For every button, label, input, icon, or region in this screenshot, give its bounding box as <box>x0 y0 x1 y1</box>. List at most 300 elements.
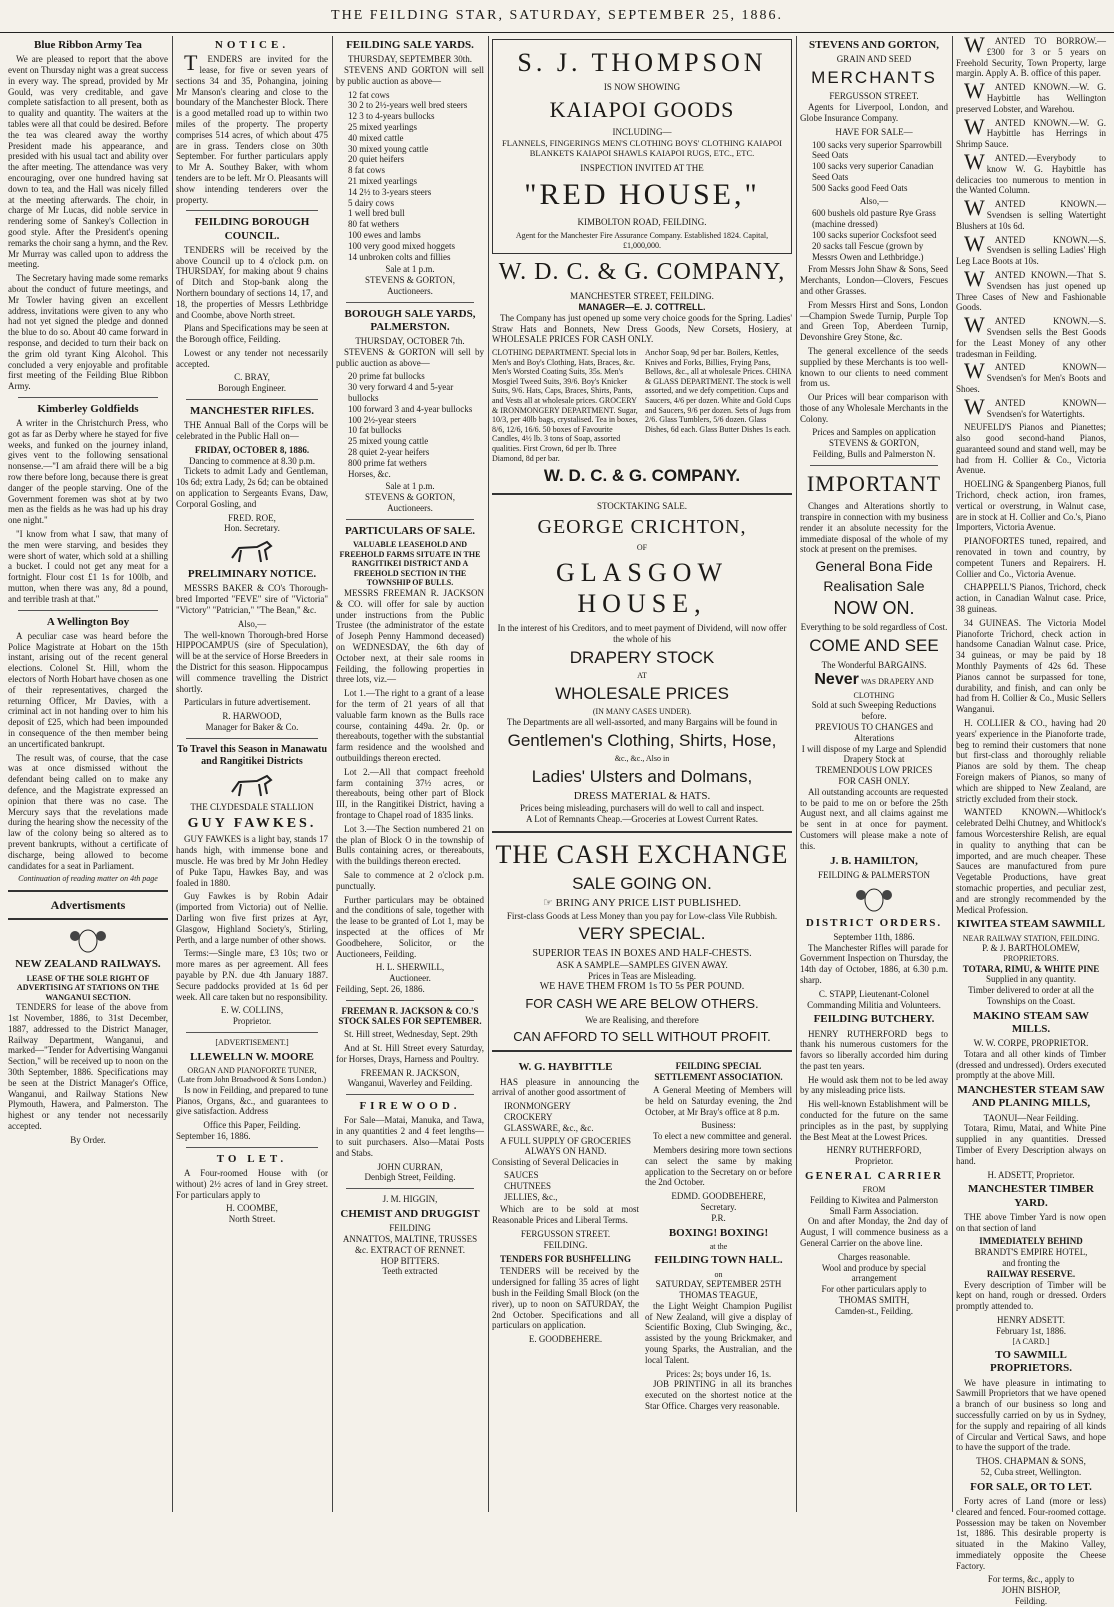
kimberley-heading: Kimberley Goldfields <box>37 402 139 415</box>
tickets-paragraph: Tickets to admit Lady and Gentleman, 10s 6d; extra Lady, 2s 6d; can be obtained on application to Sergeants Evans, Daw, Corporal Gosling, and <box>176 466 328 509</box>
firewood-paragraph: For Sale—Matai, Manuka, and Tawa, in any quantities 2 and 4 feet lengths—to suit purchasers. Also—Matai Posts and Stabs. <box>336 1115 484 1158</box>
signature: FREEMAN R. JACKSON, <box>360 1067 460 1078</box>
stallion-paragraph: Terms:—Single mare, £3 10s; two or more mares as per agreement. All fees payable by P.N. due 4th January 1887. Secure paddocks provided at 1s 6d per week. All care taken but no responsibility. <box>176 948 328 1002</box>
signature-title: Feilding. <box>1014 1596 1048 1607</box>
town-hall-heading: FEILDING TOWN HALL. <box>654 1254 783 1267</box>
for-sale-heading: FOR SALE, OR TO LET. <box>970 1480 1092 1493</box>
dancing-time: Dancing to commence at 8.30 p.m. <box>189 455 315 466</box>
stock-list <box>336 90 484 263</box>
now-showing: IS NOW SHOWING <box>603 82 681 93</box>
signature: E. W. COLLINS, <box>220 1005 284 1016</box>
signature-title: PROPRIETORS. <box>1003 953 1059 963</box>
comparison-paragraph: Our Prices will bear comparison with those of any Wholesale Merchants in the Colony. <box>800 392 948 424</box>
moore-sub: (Late from John Broadwood & Sons London.) <box>177 1075 327 1085</box>
agents-paragraph: Agents for Liverpool, London, and Globe Insurance Company. <box>800 102 948 123</box>
have-them-line: WE HAVE THEM FROM 1s TO 5s PER POUND. <box>539 981 745 993</box>
boxing-date: SATURDAY, SEPTEMBER 25TH <box>655 1279 782 1290</box>
list-item: 12 fat cows <box>348 89 390 100</box>
also-label: &c., &c., Also in <box>614 754 670 764</box>
also-label: Also,— <box>237 618 267 629</box>
teague-paragraph: the Light Weight Champion Pugilist of New Zealand, will give a display of Scientific Boxing, Club Swinging, &c., assisted by the young Brickmaker, and young Sparks, the Australian, and the local Talent. <box>645 1300 792 1365</box>
signature-title: Manager for Baker & Co. <box>205 721 299 732</box>
article-paragraph: A peculiar case was heard before the Police Magistrate at Hobart on the 15th instant, arising out of the recent general elections. Colonel St. Hill, whom the electors of North Hobart have chosen as one of their representatives, charged the returning Officer, Mr Davies, with a criminal act in not handing over to him his deposit of £25, which had been impounded in consequence of the then member being an uncertificated bankrupt. <box>8 630 168 749</box>
signature: JOHN CURRAN, <box>377 1161 443 1172</box>
teas-line: SUPERIOR TEAS IN BOXES AND HALF-CHESTS. <box>532 947 752 959</box>
ladies-heading: Ladies' Ulsters and Dolmans, <box>531 766 753 786</box>
at-label: AT <box>637 671 647 681</box>
hirst-paragraph: From Messrs Hirst and Sons, London—Champion Swede Turnip, Purple Top and Green Top, Aberdeen Turnip, Devonshire Grey Stone, &c. <box>800 299 948 343</box>
rifles-paragraph: THE Annual Ball of the Corps will be celebrated in the Public Hall on— <box>176 420 328 442</box>
pointing-hand-icon: ☞ <box>542 897 556 910</box>
signature: H. L. SHERWILL, <box>375 962 445 973</box>
signature: EDMD. GOODBEHERE, <box>671 1191 766 1202</box>
particulars-heading: PARTICULARS OF SALE. <box>344 524 476 537</box>
timber-yard-heading: MANCHESTER TIMBER YARD. <box>967 1183 1094 1209</box>
horse-icon <box>227 538 277 564</box>
wdc-heading: W. D. C. & G. COMPANY, <box>498 259 786 286</box>
butchery-paragraph: His well-known Establishment will be conducted for the future on the same principles as in the past, by supplying the Best Meat at the Lowest Prices. <box>800 1099 948 1142</box>
fssa-paragraph: To elect a new committee and general. <box>653 1131 792 1142</box>
first-class-line: First-class Goods at Less Money than you pay for Low-class Vile Rubbish. <box>506 910 778 921</box>
msm-heading: MANCHESTER STEAM SAW AND PLANING MILLS, <box>957 1084 1105 1110</box>
signature-title: Proprietor. <box>232 1016 272 1027</box>
teague-name: THOMAS TEAGUE, <box>679 1289 758 1300</box>
piano-ad: CHAPPELL'S Pianos, Trichord, check action, in Canadian Walnut case. Price, 38 guineas. <box>956 582 1106 615</box>
article-paragraph: A writer in the Christchurch Press, who got as far as Derby where he stayed for five weeks, and funked on the journey inland, gives vent to the following sensational nonsense.—"I am afraid there will be a big row there before long, because there is great danger of the people starving. One of the Government foremen was shot at by two men as the fields as he was had up his dray one night." <box>8 418 168 526</box>
remnants-line: A Lot of Remnants Cheap.—Groceries at Lowest Current Rates. <box>526 814 758 825</box>
preliminary-heading: PRELIMINARY NOTICE. <box>187 568 317 581</box>
timber-paragraph: Every description of Timber will be kept on hand, rough or dressed. Orders promptly attended to. <box>956 1279 1106 1312</box>
list-item: 20 prime fat bullocks <box>348 371 425 382</box>
sale-date: THURSDAY, SEPTEMBER 30th. <box>347 54 473 65</box>
business-label: Business: <box>701 1120 736 1131</box>
fssa-paragraph: Members desiring more town sections can select the same by making application to the Secretary on or before the 2nd October. <box>645 1145 792 1188</box>
stallion-name: GUY FAWKES. <box>187 815 317 831</box>
wanted-notice: WANTED KNOWN.—S. Svendsen sells the Best Goods for the Least Money of any other tradesman in Feilding. <box>956 312 1106 359</box>
samples-line: Prices and Samples on application <box>812 427 936 438</box>
article-paragraph: "I know from what I saw, that many of the men were starving, and besides they were short of water, which sold at a shilling a bucket. I could not get any meat for a fortnight. Flour cost £1 1s for 100lb, and mutton, when there was any, 8d a pound, and terrible trash at that." <box>8 529 168 604</box>
newspaper-page <box>8 32 1106 1607</box>
from-label: FROM <box>862 1185 886 1195</box>
list-item: 600 bushels old pasture Rye Grass (machine dressed) <box>812 208 936 230</box>
signature-title: Camden-st., Feilding. <box>835 1305 913 1316</box>
boxing-prices: Prices: 2s; boys under 16, 1s. <box>665 1368 772 1379</box>
kaiapoi-heading: KAIAPOI GOODS <box>549 96 735 122</box>
horse-icon <box>227 772 277 798</box>
chemist-goods: ANNATTOS, MALTINE, TRUSSES &c. EXTRACT OF RENNET. <box>342 1234 478 1255</box>
excellence-paragraph: The general excellence of the seeds supplied by these Merchants is too well-known to our clients to need comment from us. <box>800 345 948 389</box>
address-line: KIMBOLTON ROAD, FEILDING. <box>577 217 707 228</box>
gents-heading: Gentlemen's Clothing, Shirts, Hose, <box>507 730 777 750</box>
sale-paragraph: STEVENS AND GORTON will sell by public auction as above— <box>336 64 484 86</box>
wanted-notice: WANTED KNOWN.—W. G. Haybittle has Wellington preserved Lobster, and Warehou. <box>956 78 1106 114</box>
royal-crest-icon <box>68 926 108 954</box>
jackson-paragraph: St. Hill street, Wednesday, Sept. 29th <box>344 1029 478 1040</box>
column-3 <box>336 36 484 1512</box>
carrier-paragraph: On and after Monday, the 2nd day of August, I will commence business as a General Carrier on the above line. <box>800 1216 948 1249</box>
at-label: at the <box>709 1241 728 1251</box>
borough-yards-heading: BOROUGH SALE YARDS, PALMERSTON. <box>344 307 476 333</box>
timber-paragraph: THE above Timber Yard is now open on that section of land <box>956 1211 1106 1233</box>
wdc-street: MANCHESTER STREET, FEILDING. <box>570 291 714 302</box>
cash-exchange-heading: THE CASH EXCHANGE <box>495 839 789 869</box>
stocktaking-label: STOCKTAKING SALE. <box>596 500 688 511</box>
totara-heading: TOTARA, RIMU, & WHITE PINE <box>962 963 1100 974</box>
signature: JOHN BISHOP, <box>1001 1585 1061 1596</box>
very-special-heading: VERY SPECIAL. <box>578 924 706 944</box>
totara-line: Timber delivered to order at all the Townships on the Coast. <box>968 985 1094 1006</box>
prices-teas-line: Prices in Teas are Misleading. <box>588 970 696 981</box>
moore-paragraph: Is now in Feilding, and prepared to tune Pianos, Organs, &c., and guarantees to give satisfaction. Address <box>176 1084 328 1117</box>
boxing-heading: BOXING! BOXING! <box>668 1226 769 1239</box>
signature: FRED. ROE, <box>228 512 276 523</box>
bushfelling-heading: TENDERS FOR BUSHFELLING <box>499 1253 632 1264</box>
article-paragraph: The Secretary having made some remarks about the conduct of future meetings, and Mr Towler having given an excellent address, invitations were given to any who had not yet signed the pledge and donned the blue to do so. About 40 came forward in response, and decided to turn their back on the grim old tyrant King Alcohol. This concluded a very enjoyable and profitable first meeting of the Feilding Blue Ribbon Army. <box>8 273 168 392</box>
wdc-manager: MANAGER—E. J. COTTRELL. <box>578 301 706 312</box>
wdc-left-column: CLOTHING DEPARTMENT. Special lots in Men's and Boy's Clothing, Hats, Braces, &c. Men's Worsted Coating Suits, 35s. Men's Mosgiel Tweed Suits, 39/6. Boy's Knicker Suits, 9/6. Hats, Caps, Braces, Shirts, Pants, and Vests all at wholesale prices. GROCERY & IRONMONGERY DEPARTMENT. Sugar, 10/3, per 40lb bags, crystalised. Tea in boxes, 8/6, 12/6, 16/6. 50 boxes of Favourite Candles, 4½ lb. 3 tons of Soap, assorted qualities. First Crown, 6d per lb. Three Diamond, 8d per bar. <box>492 348 638 463</box>
carrier-route: Feilding to Kiwitea and Palmerston Small Farm Association. <box>810 1194 938 1216</box>
wonderful-line: The Wonderful BARGAINS. <box>821 659 927 670</box>
sale-yards-heading: FEILDING SALE YARDS. <box>346 39 474 51</box>
taonui-line: TAONUI—Near Feilding. <box>983 1112 1079 1123</box>
wholesale-heading: WHOLESALE PRICES <box>555 683 729 703</box>
notice-heading: NOTICE. <box>214 39 290 51</box>
glasgow-heading: GLASGOW HOUSE, <box>556 558 728 619</box>
empire-line: BRANDT'S EMPIRE HOTEL, <box>974 1247 1088 1258</box>
to-let-heading: TO LET. <box>216 1152 288 1165</box>
haybittle-paragraph: Which are to be sold at most Reasonable Prices and Liberal Terms. <box>492 1204 639 1226</box>
makino-paragraph: Totara and all other kinds of Timber (dressed and undressed). Orders executed promptly at the above Mill. <box>956 1048 1106 1081</box>
butchery-heading: FEILDING BUTCHERY. <box>813 1013 935 1026</box>
sale-going-heading: SALE GOING ON. <box>572 874 712 894</box>
list-item: 30 mixed young cattle <box>348 143 429 154</box>
come-see-heading: COME AND SEE <box>809 636 939 656</box>
signature-title: Auctioneers. <box>387 503 433 514</box>
wanted-list <box>956 32 1106 419</box>
totara-line: Supplied in any quantity. <box>986 974 1076 985</box>
piano-ad: PIANOFORTES tuned, repaired, and renovated in town and country, by competent Tuners and Repairers. H. Collier and Co., Victoria Avenue. <box>956 536 1106 579</box>
jackson-paragraph: And at St. Hill Street every Saturday, for Horses, Drays, Harness and Poultry. <box>336 1043 484 1064</box>
signature: C. BRAY, <box>234 372 270 383</box>
wanted-notice: WANTED KNOWN.—Svendsen is selling Watertight Blushers at 10s 6d. <box>956 195 1106 231</box>
sold-line: Sold at such Sweeping Reductions before. <box>811 700 937 722</box>
card-tag: [A CARD.] <box>1012 1336 1050 1346</box>
nzr-signature: By Order. <box>70 1134 106 1145</box>
signature-title: Denbigh Street, Feilding. <box>364 1172 456 1183</box>
fronting-line: and fronting the <box>1002 1258 1060 1268</box>
signature-title: Feilding, Bulls and Palmerston N. <box>812 449 936 460</box>
everything-line: Everything to be sold regardless of Cost. <box>800 622 948 633</box>
job-printing: JOB PRINTING in all its branches executed on the shortest notice at the Star Office. Charges very reasonable. <box>645 1379 792 1411</box>
dispose-line: I will dispose of my Large and Splendid Drapery Stock at <box>801 743 947 765</box>
makino-heading: MAKINO STEAM SAW MILLS. <box>972 1009 1090 1035</box>
haybittle-paragraph: HAS pleasure in announcing the arrival of another good assortment of <box>492 1076 639 1098</box>
pr-label: P.R. <box>711 1212 726 1223</box>
list-item: 40 mixed cattle <box>348 132 404 143</box>
hamilton-location: FEILDING & PALMERSTON <box>817 869 930 880</box>
list-item: CHUTNEES <box>504 1180 551 1191</box>
important-heading: IMPORTANT <box>806 470 942 496</box>
including-label: INCLUDING— <box>612 127 672 138</box>
piano-ad: 34 GUINEAS. The Victoria Model Pianoforte Trichord, check action in handsome Canadian Walnut case. Price, 34 guineas, or may be paid by 18 Monthly Payments of 42s 6d. These Pianos cannot be surpassed for tone, durability, and finish, and can only be had from H. Collier & Co., Music Sellers Wanganui. <box>956 617 1106 715</box>
goods-list: FLANNELS, FINGERINGS MEN'S CLOTHING BOYS' CLOTHING KAIAPOI BLANKETS KAIAPOI SHAWLS KAIAPOI RUGS, ETC., ETC. <box>501 138 783 159</box>
moore-sub: ORGAN AND PIANOFORTE TUNER, <box>187 1065 317 1075</box>
chemist-hop: HOP BITTERS. <box>380 1255 440 1266</box>
terms-line: For terms, &c., apply to <box>987 1574 1075 1585</box>
sample-line: ASK A SAMPLE—SAMPLES GIVEN AWAY. <box>556 959 728 970</box>
groceries-line: A FULL SUPPLY OF GROCERIES ALWAYS ON HAND. <box>500 1135 631 1157</box>
preliminary-paragraph: Particulars in future advertisement. <box>184 697 311 708</box>
charges-line: Charges reasonable. <box>837 1251 911 1262</box>
nzr-subheading: LEASE OF THE SOLE RIGHT OF ADVERTISING AT STATIONS ON THE WANGANUI SECTION. <box>16 973 160 1002</box>
lot-description: Lot 3.—The Section numbered 21 on the plan of Block O in the township of Bulls containing acres, or thereabouts, with the buildings thereon erected. <box>336 823 484 867</box>
carrier-heading: GENERAL CARRIER <box>805 1170 943 1183</box>
list-item: 100 forward 3 and 4-year bullocks <box>348 403 473 414</box>
signature: W. W. CORPE, PROPRIETOR. <box>973 1038 1089 1049</box>
preliminary-paragraph: The well-known Thorough-bred Horse HIPPOCAMPUS (sire of Speculation), will be at the service of Horse Breeders in the District for this season. Hippocampus will commence travelling the District shortly. <box>176 629 328 694</box>
chemist-teeth: Teeth extracted <box>382 1266 438 1277</box>
whitlock-ad: WANTED KNOWN.—Whitlock's celebrated Delhi Chutney, and Whitlock's famous Worcestershire Relish, are equal in quality to anything that can be imported, and are much cheaper. These Sauces are manufactured from pure Vegetable Productions, have great stomachic properties, and peculiar zest, and are strongly recommended by the Medical Profession. <box>956 807 1106 915</box>
list-item: SAUCES <box>504 1170 539 1180</box>
drapery-heading: DRAPERY STOCK <box>569 647 715 667</box>
list-item: 1 well bred bull <box>348 208 405 219</box>
borough-paragraph: TENDERS will be received by the above Council up to 4 o'clock p.m. on THURSDAY, for making about 9 chains of Ditch and Stop-bank along the Northern boundary of sections 14, 17, and 18, the properties of Messrs Lethbridge and Coombe, above North street. <box>176 244 328 320</box>
list-item: 28 quiet 2-year heifers <box>348 447 430 458</box>
piano-ad: H. COLLIER & CO., having had 20 years' experience in the Pianoforte trade, beg to remind their customers that none but first-class and thoroughly reliable Pianos are sold by them. The cheap Foreign makers of Pianos, so many of which are shipped to New Zealand, are strictly excluded from their stock. <box>956 718 1106 804</box>
list-item: 5 dairy cows <box>348 197 394 208</box>
district-date: September 11th, 1886. <box>833 931 915 942</box>
further-paragraph: Further particulars may be obtained and the conditions of sale, together with the lease to be granted of Lot 1, may be inspected at the offices of Mr Goodbehere, Solicitor, or the Auctioneers, Feilding. <box>336 894 484 959</box>
inspection-line: INSPECTION INVITED AT THE <box>580 162 704 173</box>
wanted-notice: WANTED KNOWN.—That S. Svendsen has just opened up Three Cases of New and Fashionable Goods. <box>956 265 1106 313</box>
stock-list <box>336 371 484 479</box>
column-5 <box>800 36 948 1512</box>
signature-title: Commanding Militia and Volunteers. <box>807 999 941 1010</box>
crichton-heading: GEORGE CRICHTON, <box>537 516 747 539</box>
advertisement-tag: [ADVERTISEMENT.] <box>215 1037 289 1047</box>
travel-heading: To Travel this Season in Manawatu and Rangitikei Districts <box>176 743 328 767</box>
tremendous-line: TREMENDOUS LOW PRICES <box>815 765 933 776</box>
date-line: Feilding, Sept. 26, 1886. <box>336 983 425 994</box>
lot-description: Lot 2.—All that compact freehold farm containing 37½ acres, or thereabouts, being other part of Block III, in the Rangitikei District, having a frontage to Chapel road of 1835 links. <box>336 766 484 820</box>
red-house-heading: "RED HOUSE," <box>524 178 760 212</box>
signature: STEVENS & GORTON, <box>364 492 456 503</box>
agent-line: Agent for the Manchester Fire Assurance Company. Established 1824. Capital, £1,000,000. <box>515 231 769 250</box>
jackson-heading: FREEMAN R. JACKSON & CO.'S STOCK SALES FOR SEPTEMBER. <box>338 1005 482 1027</box>
piano-ad: NEUFELD'S Pianos and Pianettes; also good second-hand Pianos, guaranteed sound and stand well, may be had from H. Collier & Co., Victoria Avenue. <box>956 422 1106 476</box>
dress-heading: DRESS MATERIAL & HATS. <box>573 790 711 803</box>
district-paragraph: The Manchester Rifles will parade for Government Inspection on Thursday, the 14th day of October, 1886, at 6.30 p.m. sharp. <box>800 942 948 985</box>
column-1 <box>8 36 168 1512</box>
realising-line: We are Realising, and therefore <box>585 1015 699 1026</box>
on-label: on <box>714 1269 723 1279</box>
departments-line: The Departments are all well-assorted, and many Bargains will be found in <box>506 716 778 727</box>
seed-list <box>800 208 948 262</box>
wanted-notice: WANTED KNOWN—Svendsen's for Watertights. <box>964 393 1106 419</box>
of-label: OF <box>636 543 648 553</box>
address-line: FEILDING. <box>543 1239 588 1250</box>
bona-heading: General Bona Fide <box>815 558 933 575</box>
bushfelling-paragraph: TENDERS will be received by the undersigned for falling 35 acres of light bush in the Feilding Small Block (on the river), up to noon on SATURDAY, the 2nd October. Specifications and all particulars on application. <box>492 1266 639 1331</box>
signature-title: Wanganui, Waverley and Feilding. <box>347 1078 473 1089</box>
msm-paragraph: Totara, Rimu, Matai, and White Pine supplied in any quantities. Dressed Timber of Every Description always on hand. <box>956 1123 1106 1166</box>
list-item: 100 sacks very superior Canadian Seed Oats <box>812 161 934 182</box>
grain-label: GRAIN AND SEED <box>836 54 912 65</box>
haybittle-heading: W. G. HAYBITTLE <box>518 1061 613 1074</box>
signature-title: Secretary. <box>700 1202 737 1212</box>
list-item: 12 3 to 4-years bullocks <box>348 111 435 122</box>
signature: HENRY RUTHERFORD, <box>826 1145 922 1156</box>
nzr-heading: NEW ZEALAND RAILWAYS. <box>15 958 161 971</box>
date-line: February 1st, 1886. <box>996 1325 1066 1336</box>
immediately-line: IMMEDIATELY BEHIND <box>979 1236 1083 1247</box>
signature-title: North Street. <box>228 1214 276 1225</box>
borough-paragraph: Plans and Specifications may be seen at the Borough office, Feilding. <box>176 323 328 345</box>
list-item: 100 2½-year steers <box>348 414 417 425</box>
list-item: 500 Sacks good Feed Oats <box>812 182 908 193</box>
for-cash-only: FOR CASH ONLY. <box>838 775 910 786</box>
signature: THOMAS SMITH, <box>838 1295 910 1306</box>
borough-paragraph: Lowest or any tender not necessarily accepted. <box>176 347 328 369</box>
list-item: GLASSWARE, &c., &c. <box>504 1122 594 1133</box>
kiwitea-heading: KIWITEA STEAM SAWMILL <box>957 918 1105 931</box>
for-sale-paragraph: Forty acres of Land (more or less) cleared and fenced. Four-roomed cottage. Possession may be taken on November 1st, 1886. This desirable property is situated in the Makino Valley, immediately opposite the Cheese Factory. <box>956 1495 1106 1571</box>
list-item: 30 2 to 2½-years well bred steers <box>348 100 468 111</box>
preliminary-paragraph: MESSRS BAKER & CO's Thorough-bred Imported "FEVE" sire of "Victoria" "Victory" "Patrician," "The Bean," &c. <box>176 583 328 616</box>
crichton-paragraph: In the interest of his Creditors, and to meet payment of Dividend, will now offer the whole of his <box>497 623 787 645</box>
list-item: 21 mixed yearlings <box>348 175 417 186</box>
list-item: 100 ewes and lambs <box>348 229 421 240</box>
kiwitea-sub: NEAR RAILWAY STATION, FEILDING. <box>962 933 1100 943</box>
list-item: IRONMONGERY <box>504 1101 572 1112</box>
list-item: 800 prime fat wethers <box>348 457 427 468</box>
hamilton-name: J. B. HAMILTON, <box>830 854 918 867</box>
sawmill-paragraph: We have pleasure in intimating to Sawmill Proprietors that we have opened a branch of our business so long and successfully carried on by us in Sydney, for the supply and repairing of all kinds of Circular and Vertical Saws, and hope to have the support of the trade. <box>956 1377 1106 1453</box>
afford-heading: CAN AFFORD TO SELL WITHOUT PROFIT. <box>513 1028 771 1044</box>
for-cash-heading: FOR CASH WE ARE BELOW OTHERS. <box>525 996 759 1012</box>
nzr-paragraph: TENDERS for lease of the above from 1st November, 1886, to 31st December, 1887, addressed to the District Manager, Railway Department, Wanganui, and marked—"Tender for Advertising Wanganui Section," will be received up to noon on the 30th September, 1886. Specifications may be seen at the District Manager's Office, Wanganui, and Railway Stations New Plymouth, Hawera, and Palmerston. The highest or any tender not necessarily accepted. <box>8 1002 168 1132</box>
signature: P. & J. BARTHOLOMEW, <box>982 943 1080 954</box>
sawmill-heading: TO SAWMILL PROPRIETORS. <box>989 1349 1072 1375</box>
signature-title: Borough Engineer. <box>218 383 286 394</box>
stallion-paragraph: GUY FAWKES is a light bay, stands 17 hands high, with immense bone and muscle. He was bred by Mr John Hedley of Puke Tapu, Hawkes Bay, and was foaled in 1880. <box>176 834 328 888</box>
blue-ribbon-heading: Blue Ribbon Army Tea <box>34 39 142 51</box>
column-2 <box>176 36 328 1512</box>
also-label: Also,— <box>859 195 889 206</box>
wanted-notice: WANTED KNOWN.—S. Svendsen is selling Ladies' High Leg Lace Boots at 10s. <box>956 230 1106 267</box>
list-item: 8 fat cows <box>348 165 385 176</box>
article-paragraph: We are pleased to report that the above event on Thursday night was a great success in every way. The spread, provided by Mr Gould, was very creditable, and gave complete satisfaction to all present, both as to quality and quantity. The waiters at the tables were all that could be desired. Before the tea was cleared away the worthy President made his appearance, and presided with his usual tact and ability over the after meeting. The attendance was very encouraging, over one hundred having sat down to tea, and the Hall was nicely filled at the meeting afterwards. The choir, in charge of Mr Lucas, did noble service in rendering some of Sankey's Collection in good style. After the President's opening remarks the choir sang a hymn, and the Rev. Mr Murray was called upon to address the meeting. <box>8 54 168 270</box>
district-orders-heading: DISTRICT ORDERS. <box>805 916 943 929</box>
chemist-name: J. M. HIGGIN, <box>382 1194 438 1205</box>
list-item: 14 unbroken colts and fillies <box>348 251 451 262</box>
list-item: 20 sacks tall Fescue (grown by Messrs Owen and Lethbridge.) <box>812 240 924 262</box>
lot-description: Lot 1.—The right to a grant of a lease for the term of 21 years of all that valuable farm known as the Bulls race course, containing 449a. 2r. 0p. or thereabouts, together with the substantial farm residence and the woolshed and outbuildings thereon erected. <box>336 688 484 763</box>
chemist-heading: CHEMIST AND DRUGGIST <box>340 1208 480 1221</box>
now-on-heading: NOW ON. <box>833 597 915 618</box>
piano-ad: HOELING & Spangenberg Pianos, full Trichord, check action, iron frames, vertical or overstrung, in Walnut case, are in stock at H. Collier and Co.'s, Piano Importers, Victoria Avenue. <box>956 479 1106 533</box>
stallion-heading: THE CLYDESDALE STALLION <box>190 801 314 812</box>
important-paragraph: Changes and Alterations shortly to transpire in connection with my business render it an absolute necessity for the immediate disposal of the whole of my stock at present on the premises. <box>800 501 948 555</box>
prices-line: Prices being misleading, purchasers will do well to call and inspect. <box>520 803 764 814</box>
list-item: 30 very forward 4 and 5-year bullocks <box>348 382 454 404</box>
advertisements-heading: Advertisments <box>50 897 126 912</box>
list-item: JELLIES, &c., <box>504 1191 558 1202</box>
manchester-rifles-heading: MANCHESTER RIFLES. <box>189 405 315 418</box>
signature: H. ADSETT, Proprietor. <box>987 1169 1075 1180</box>
address-line: FERGUSSON STREET. <box>829 91 919 102</box>
signature: HENRY ADSETT. <box>996 1314 1065 1325</box>
article-paragraph: The result was, of course, that the case was at once dismissed without the defendant being called on to make any defence, and the Magistrate expressed an opinion that there was no case. The Mercury says that the revelations made during the hearing show the necessity of the law of the colony being so altered as to prevent bankrupts, without a certificate of discharge, being allowed to become candidates for a seat in Parliament. <box>8 752 168 871</box>
signature: R. HARWOOD, <box>222 711 282 722</box>
sale-time: Sale at 1 p.m. <box>385 264 435 275</box>
wanted-notice: WANTED KNOWN—Svendsen's for Men's Boots and Shoes. <box>956 358 1106 394</box>
signature: H. COOMBE, <box>226 1203 278 1214</box>
shaw-paragraph: From Messrs John Shaw & Sons, Seed Merchants, London—Clovers, Fescues and other Grasses. <box>800 264 948 296</box>
thompson-heading: S. J. THOMPSON <box>517 48 767 77</box>
stallion-paragraph: Guy Fawkes is by Robin Adair (imported from Victoria) out of Nellie. Darling won five first prizes at Ayr, Glasgow, Highland Society's, Stirling, Perth, and a large number of other shows. <box>176 891 328 945</box>
wanted-notice: WANTED KNOWN.—W. G. Haybittle has Herrings in Shrimp Sauce. <box>956 113 1106 150</box>
column-6 <box>956 32 1106 1607</box>
signature-title: Auctioneer. <box>389 973 431 984</box>
never-line: Never WAS DRAPERY AND CLOTHING <box>814 671 934 700</box>
royal-crest-icon <box>854 885 894 913</box>
list-item: CROCKERY <box>504 1112 553 1123</box>
list-item: Horses, &c. <box>348 468 391 479</box>
wdc-footer: W. D. C. & G. COMPANY. <box>543 466 741 486</box>
sale-time: Sale to commence at 2 o'clock p.m. punctually. <box>336 869 484 891</box>
wanted-notice: WANTED TO BORROW.—£300 for 3 or 5 years on Freehold Security, Town Property, large margin. Apply A. B. office of this paper. <box>956 32 1106 79</box>
butchery-paragraph: HENRY RUTHERFORD begs to thank his numerous customers for the favors so liberally accorded him during the past ten years. <box>800 1028 948 1071</box>
fssa-paragraph: A General Meeting of Members will be held on Saturday evening, the 2nd October, at Mr Bray's office at 8 p.m. <box>645 1085 792 1117</box>
signature: STEVENS & GORTON, <box>828 438 920 449</box>
particulars-subheading: VALUABLE LEASEHOLD AND FREEHOLD FARMS SITUATE IN THE RANGITIKEI DISTRICT AND A FREEHOLD SECTION IN THE TOWNSHIP OF BULLS. <box>339 540 481 588</box>
sale-date: THURSDAY, OCTOBER 7th. <box>355 336 465 347</box>
moore-date: September 16, 1886. <box>176 1131 251 1142</box>
signature-title: Auctioneers. <box>387 285 433 296</box>
signature: C. STAPP, Lieutenant-Colonel <box>818 988 930 999</box>
wanted-notice: WANTED.—Everybody to know W. G. Haybittle has delicacies too numerous to mention in the Wanted Column. <box>956 148 1106 196</box>
continuation-note: Continuation of reading matter on 4th page <box>18 874 158 884</box>
signature-title: Hon. Secretary. <box>224 523 280 534</box>
chemist-place: FEILDING <box>389 1223 431 1234</box>
have-sale-label: HAVE FOR SALE— <box>835 126 913 137</box>
list-item: 14 2½ to 3-years steers <box>348 186 432 197</box>
moore-address: Office this Paper, Feilding. <box>203 1120 301 1131</box>
railway-line: RAILWAY RESERVE. <box>986 1268 1076 1279</box>
masthead <box>0 0 1114 33</box>
masthead-title: THE FEILDING STAR, SATURDAY, SEPTEMBER 25, 1886. <box>331 8 783 23</box>
address-line: FERGUSSON STREET. <box>520 1228 611 1239</box>
seed-list <box>800 140 948 194</box>
particulars-paragraph: MESSRS FREEMAN R. JACKSON & CO. will offer for sale by auction under instructions from the Public Trustee (the administrator of the estate of Joseph Penny Hammond deceased) on WEDNESDAY, the 6th day of October next, at their sale rooms in Feilding, the following properties in three lots, viz.— <box>336 588 484 685</box>
fssa-heading: FEILDING SPECIAL SETTLEMENT ASSOCIATION. <box>654 1061 783 1083</box>
to-let-paragraph: A Four-roomed House with (or without) 2½ acres of land in Grey street. For particulars apply to <box>176 1168 328 1200</box>
sale-paragraph: STEVENS & GORTON will sell by public auction as above— <box>336 346 484 368</box>
delicacies-line: Consisting of Several Delicacies in <box>492 1157 619 1168</box>
column-4 <box>492 36 792 1512</box>
signature-title: 52, Cuba street, Wellington. <box>980 1466 1082 1477</box>
bring-list: ☞ BRING ANY PRICE LIST PUBLISHED. <box>542 897 742 910</box>
signature: E. GOODBEHERE. <box>528 1334 603 1345</box>
realisation-heading: Realisation Sale <box>823 578 925 595</box>
delicacies-list <box>492 1170 639 1202</box>
haybittle-items <box>492 1101 639 1133</box>
notice-paragraph: TENDERS are invited for the lease, for five or seven years of sections 34 and 35, Pohangina, joining Mr Manson's clearing and close to the boundary of the Manchester Block. There is a good metalled road up to within two miles of the property. The property comprises 514 acres, of which about 475 are in grass. Tenders close on 30th September. For further particulars apply to Mr A. Southey Baker, with whom tenders are to be left. Mr O. Pleasants will show intending tenderers over the property. <box>176 50 328 205</box>
firewood-heading: FIREWOOD. <box>359 1100 461 1113</box>
borough-council-heading: FEILDING BOROUGH COUNCIL. <box>194 216 310 242</box>
butchery-paragraph: He would ask them not to be led away by any misleading price lists. <box>800 1074 948 1096</box>
